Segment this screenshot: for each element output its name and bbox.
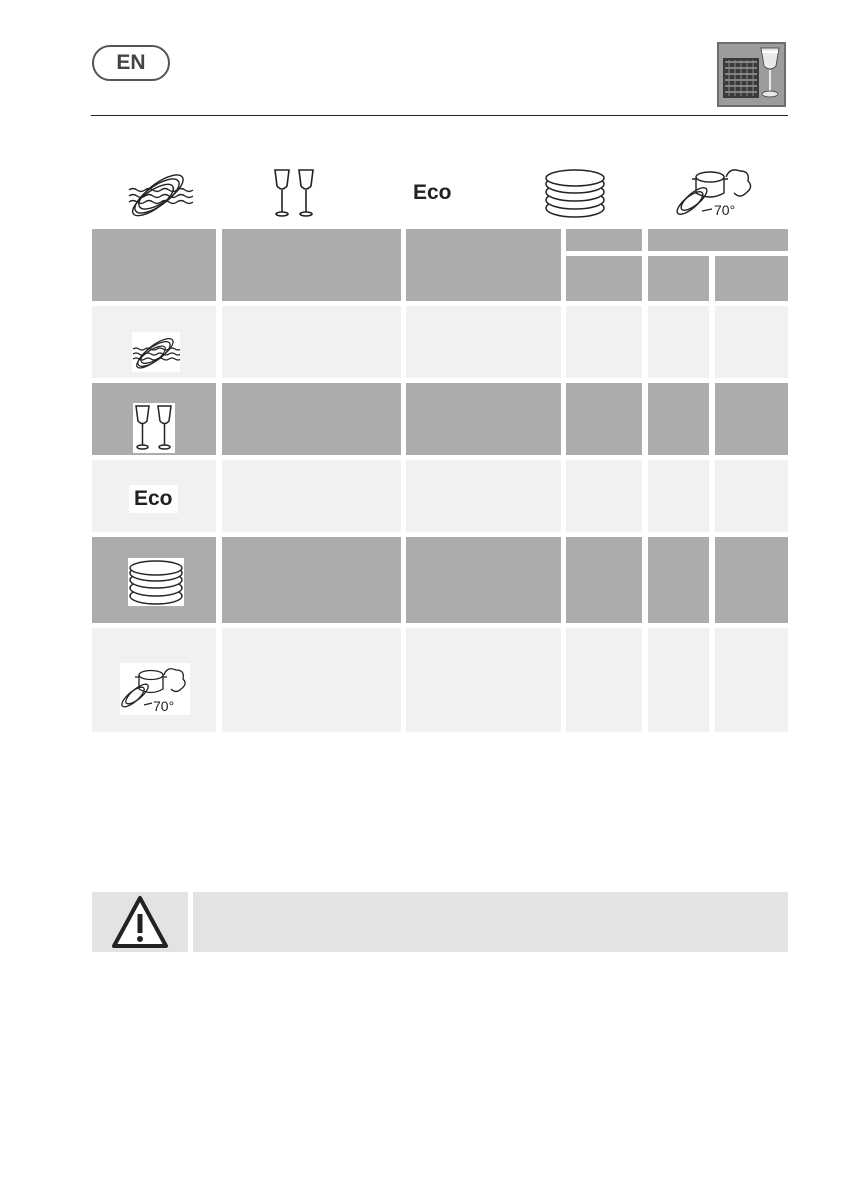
eco-label: Eco	[413, 181, 452, 204]
table-cell	[648, 628, 709, 732]
table-cell	[406, 537, 561, 623]
table-header-cell	[92, 229, 216, 301]
table-header-subcell	[566, 256, 642, 301]
table-cell	[406, 383, 561, 455]
table-cell	[406, 628, 561, 732]
wine-glasses-icon	[271, 168, 319, 220]
table-cell	[222, 460, 401, 532]
table-header-cell	[222, 229, 401, 301]
svg-text:70°: 70°	[153, 698, 175, 714]
table-cell	[566, 383, 642, 455]
table-cell	[715, 537, 788, 623]
pot-steam-70-icon	[674, 163, 754, 223]
table-cell	[715, 628, 788, 732]
language-badge: EN	[92, 45, 170, 81]
svg-text:70°: 70°	[714, 202, 736, 218]
table-cell	[566, 460, 642, 532]
warning-triangle-icon	[92, 892, 188, 952]
table-cell	[566, 537, 642, 623]
table-cell	[406, 306, 561, 378]
table-cell	[648, 306, 709, 378]
table-cell	[648, 460, 709, 532]
eco-label: Eco	[129, 485, 178, 513]
table-cell	[648, 537, 709, 623]
stacked-plates-icon	[128, 558, 184, 606]
soak-plates-icon	[132, 332, 180, 372]
warning-box	[92, 892, 188, 952]
warning-text-band	[193, 892, 788, 952]
table-header-subcell	[715, 256, 788, 301]
stacked-plates-icon	[544, 168, 606, 220]
table-cell	[715, 383, 788, 455]
table-header-group	[566, 229, 642, 251]
wine-glasses-icon	[133, 403, 175, 453]
table-cell	[406, 460, 561, 532]
table-cell	[715, 306, 788, 378]
table-cell	[648, 383, 709, 455]
pot-steam-70-icon	[120, 663, 190, 715]
header-divider	[91, 115, 788, 116]
table-cell	[566, 306, 642, 378]
table-header-group	[648, 229, 788, 251]
table-cell	[222, 628, 401, 732]
table-cell	[566, 628, 642, 732]
table-cell	[222, 383, 401, 455]
soak-plates-icon	[127, 166, 195, 220]
table-cell	[222, 537, 401, 623]
dishwasher-glass-icon	[717, 42, 786, 107]
table-header-cell	[406, 229, 561, 301]
table-header-subcell	[648, 256, 709, 301]
table-cell	[222, 306, 401, 378]
table-cell	[715, 460, 788, 532]
